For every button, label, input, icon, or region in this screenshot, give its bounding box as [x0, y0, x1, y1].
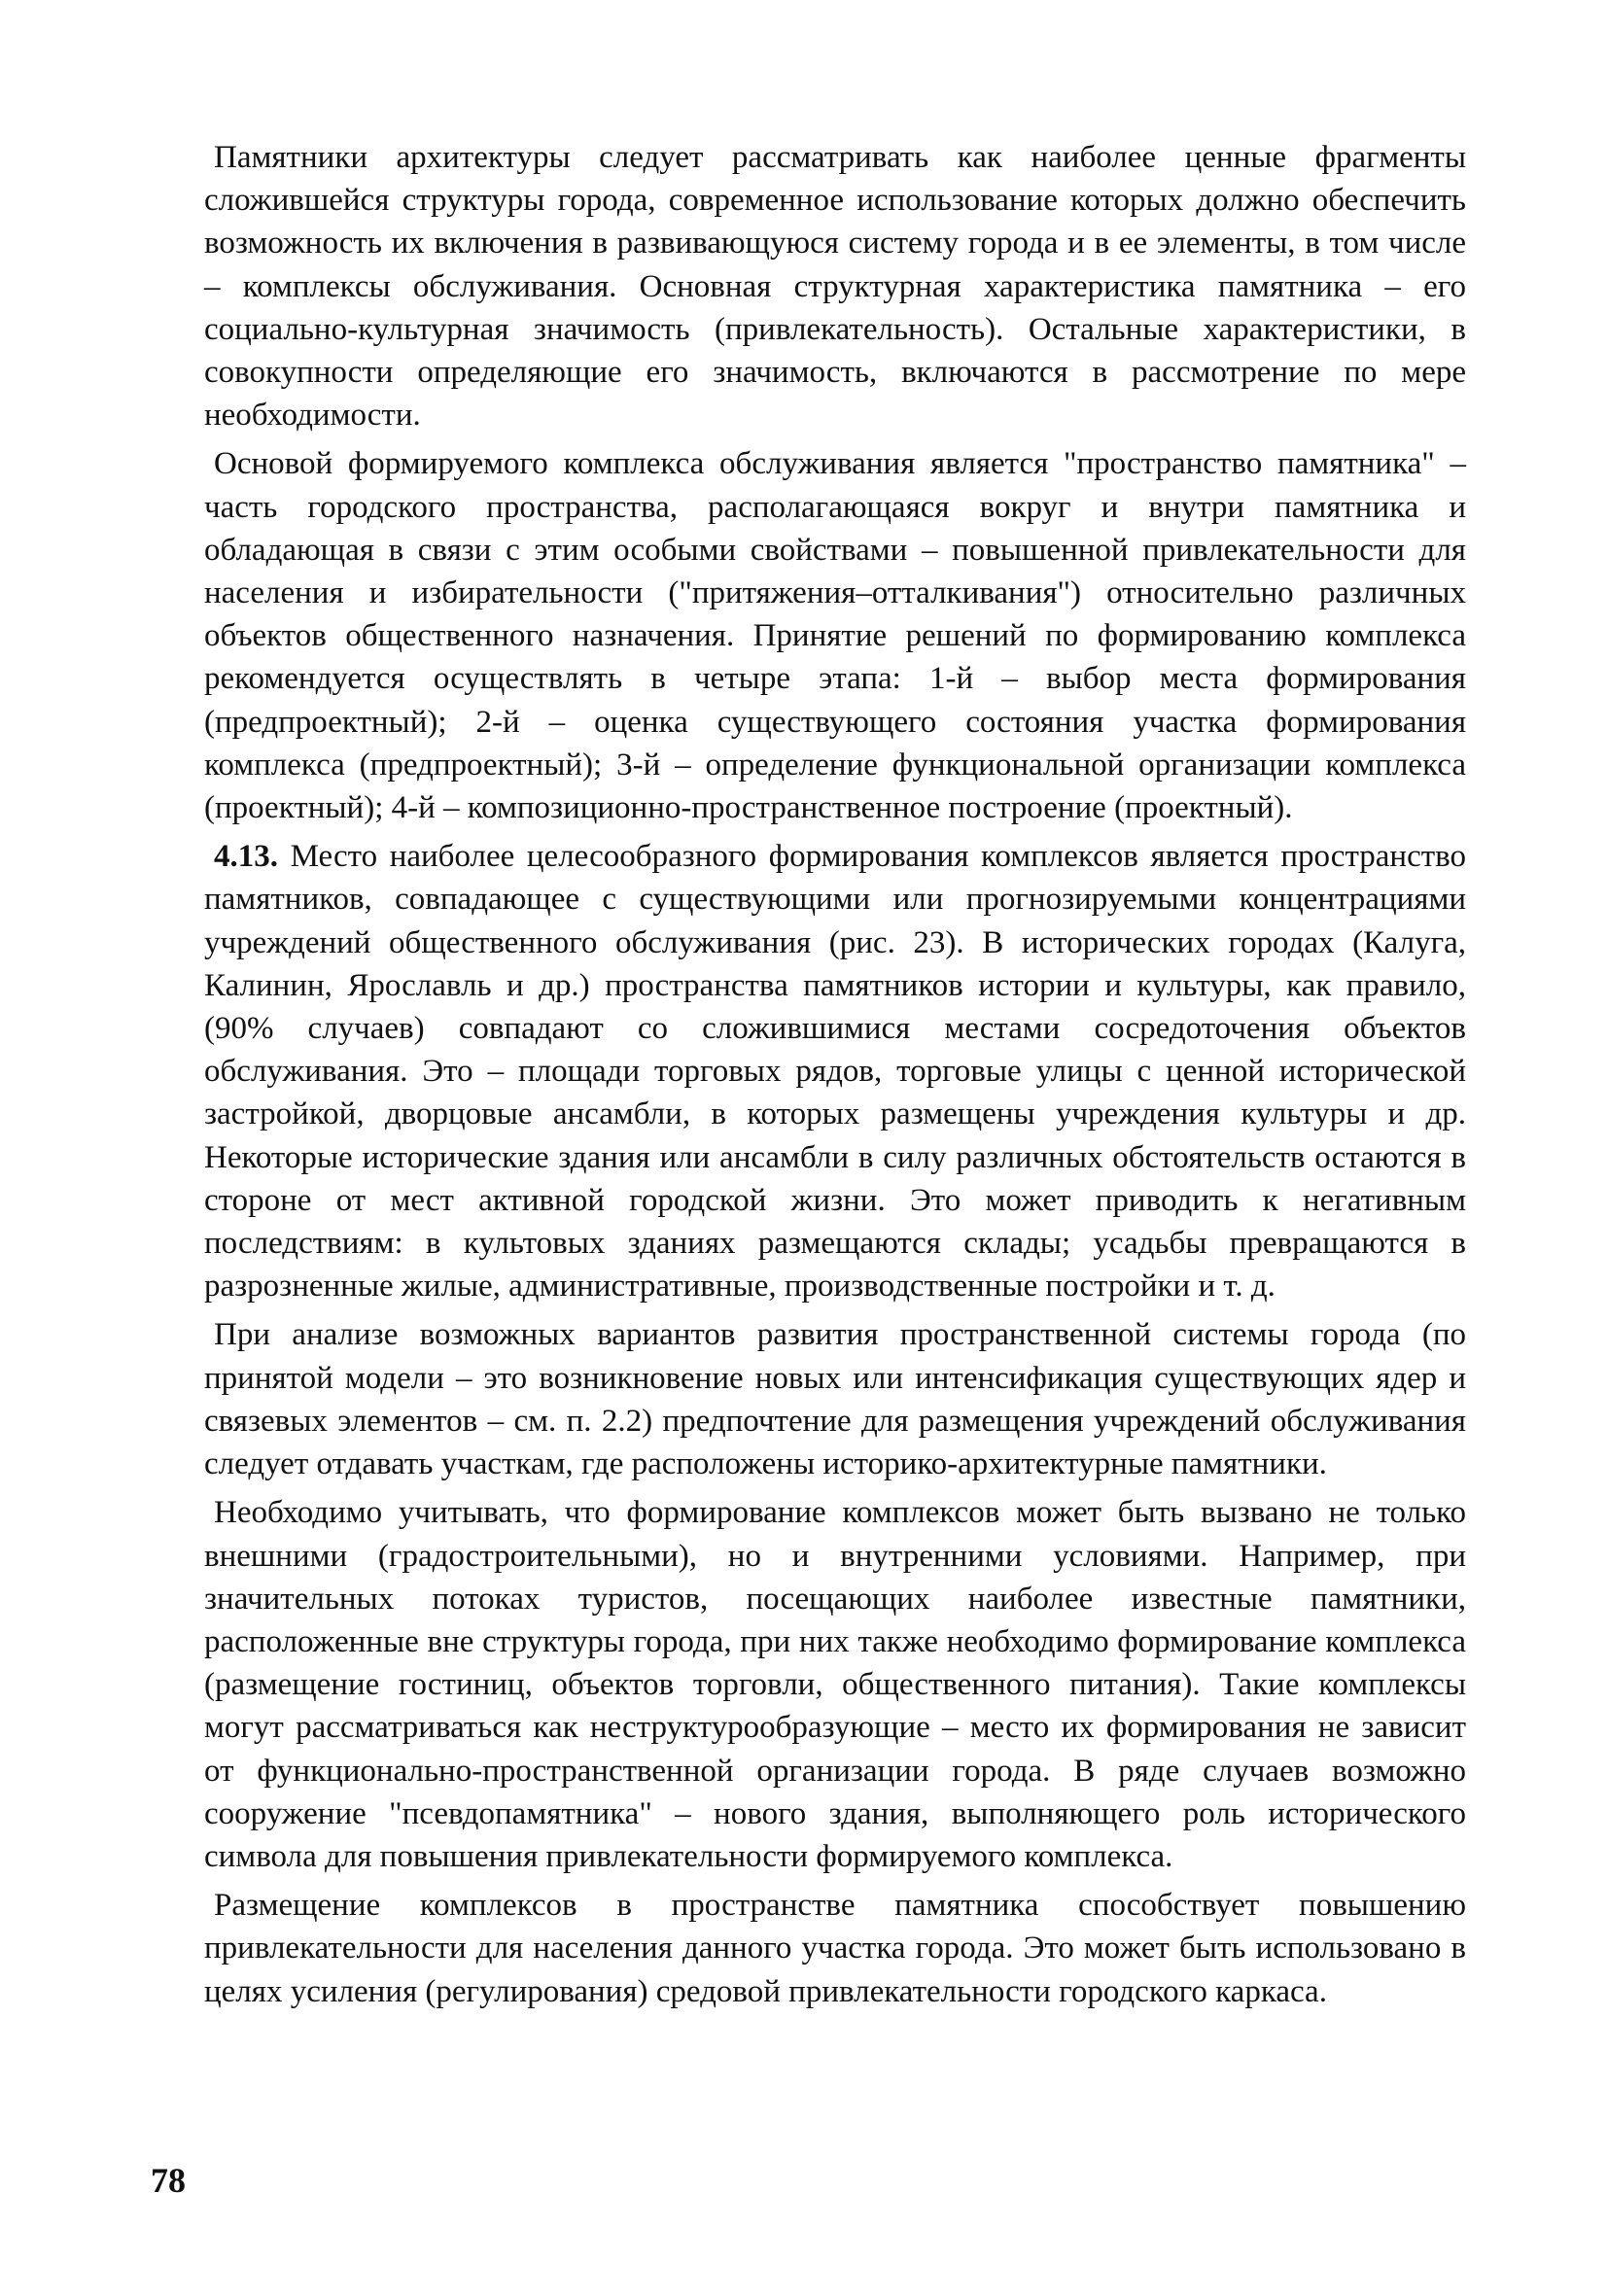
paragraph-text: При анализе возможных вариантов развития пространственной системы города (по принятой модели – это возникновение новых или интенсификация существующих ядер и связевых элементов – см. п. 2.2) предпочтение для размещения учреждений обслуживания следует отдавать участкам, где расположены историко-архитектурные памятники.: [204, 1317, 1466, 1482]
paragraph-5: [204, 1491, 1466, 1878]
paragraph-text: Необходимо учитывать, что формирование комплексов может быть вызвано не только внешними (градостроительными), но и внутренними условиями. Например, при значительных потоках туристов, посещающих наиболее известные памятники, расположенные вне структуры города, при них также необходимо формирование комплекса (размещение гостиниц, объектов торговли, общественного питания). Такие комплексы могут рассматриваться как неструктурообразующие – место их формирования не зависит от функционально-пространственной организации города. В ряде случаев возможно сооружение "псевдопамятника" – нового здания, выполняющего роль исторического символа для повышения привлекательности формируемого комплекса.: [204, 1495, 1466, 1874]
page-number: 78: [151, 2161, 186, 2200]
body-text: [204, 136, 1466, 2019]
paragraph-1: [204, 136, 1466, 436]
paragraph-6: [204, 1884, 1466, 2013]
paragraph-text: Основой формируемого комплекса обслуживания является "пространство памятника" – часть городского пространства, располагающаяся вокруг и внутри памятника и обладающая в связи с этим особыми свойствами – повышенной привлекательности для населения и избирательности ("притяжения–отталкивания") относительно различных объектов общественного назначения. Принятие решений по формированию комплекса рекомендуется осуществлять в четыре этапа: 1-й – выбор места формирования (предпроектный); 2-й – оценка существующего состояния участка формирования комплекса (предпроектный); 3-й – определение функциональной организации комплекса (проектный); 4-й – композиционно-пространственное построение (проектный).: [204, 446, 1466, 826]
paragraph-3: [204, 835, 1466, 1307]
paragraph-4: [204, 1313, 1466, 1485]
section-number: 4.13.: [214, 839, 278, 875]
paragraph-text: Размещение комплексов в пространстве памятника способствует повышению привлекательности для населения данного участка города. Это может быть использовано в целях усиления (регулирования) средовой привлекательности городского каркаса.: [204, 1888, 1466, 2009]
paragraph-text: Место наиболее целесообразного формирования комплексов является пространство памятников, совпадающее с существующими или прогнозируемыми концентрациями учреждений общественного обслуживания (рис. 23). В исторических городах (Калуга, Калинин, Ярославль и др.) пространства памятников истории и культуры, как правило, (90% случаев) совпадают со сложившимися местами сосредоточения объектов обслуживания. Это – площади торговых рядов, торговые улицы с ценной исторической застройкой, дворцовые ансамбли, в которых размещены учреждения культуры и др. Некоторые исторические здания или ансамбли в силу различных обстоятельств остаются в стороне от мест активной городской жизни. Это может приводить к негативным последствиям: в культовых зданиях размещаются склады; усадьбы превращаются в разрозненные жилые, административные, производственные постройки и т. д.: [204, 839, 1467, 1305]
paragraph-2: [204, 442, 1466, 829]
paragraph-text: Памятники архитектуры следует рассматривать как наиболее ценные фрагменты сложившейся структуры города, современное использование которых должно обеспечить возможность их включения в развивающуюся систему города и в ее элементы, в том числе – комплексы обслуживания. Основная структурная характеристика памятника – его социально-культурная значимость (привлекательность). Остальные характеристики, в совокупности определяющие его значимость, включаются в рассмотрение по мере необходимости.: [204, 140, 1466, 434]
